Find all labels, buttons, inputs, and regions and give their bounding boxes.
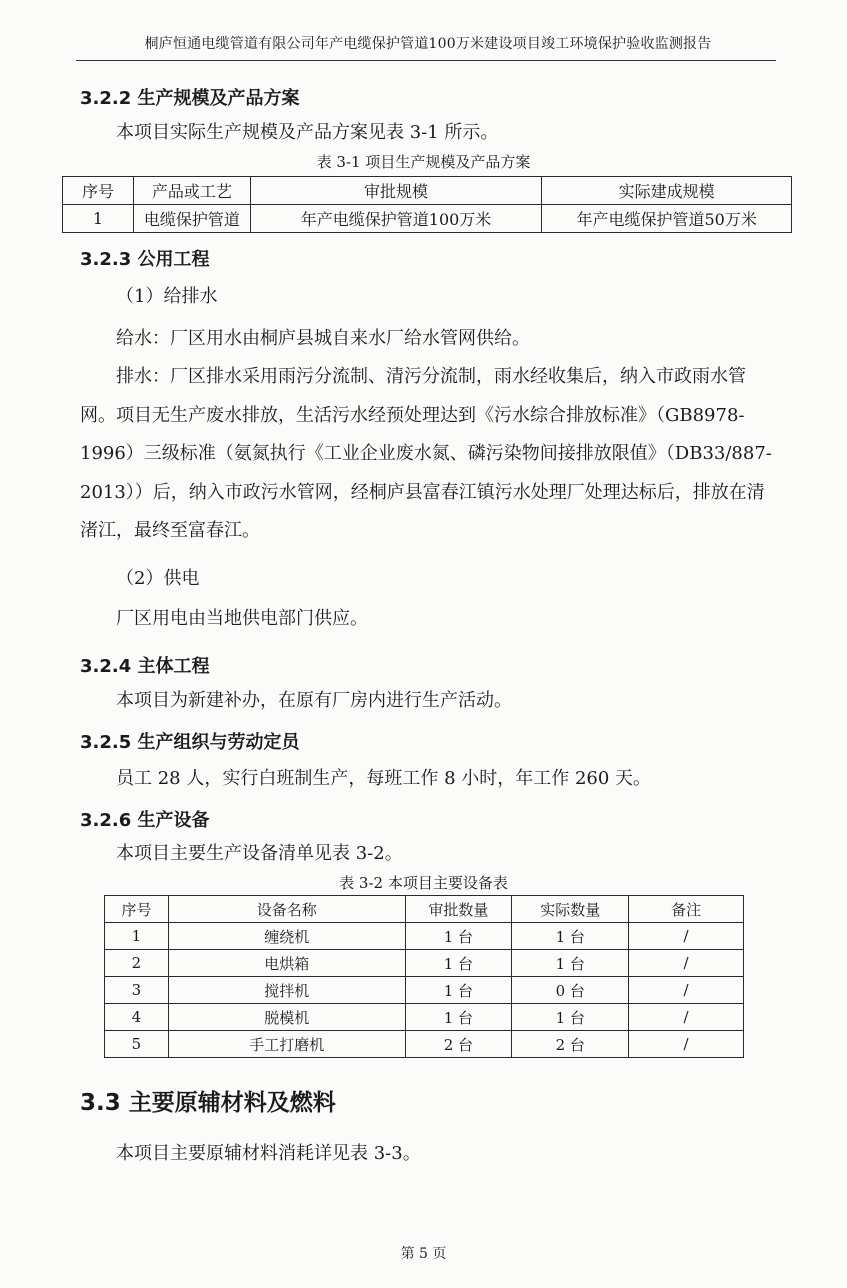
table-cell: / — [629, 950, 744, 977]
table-cell: 5 — [105, 1031, 169, 1058]
table-header-cell: 实际建成规模 — [542, 177, 792, 205]
table-header-cell: 备注 — [629, 896, 744, 923]
item-power: （2）供电 — [116, 568, 200, 589]
table-cell: / — [629, 923, 744, 950]
section-heading-3-2-3: 3.2.3 公用工程 — [80, 249, 210, 270]
table-cell: 0 台 — [512, 977, 629, 1004]
table-row — [105, 977, 744, 1004]
table-row — [105, 923, 744, 950]
section-text-3-2-6: 本项目主要生产设备清单见表 3-2。 — [116, 843, 403, 864]
table-cell: 4 — [105, 1004, 169, 1031]
water-supply-text: 给水：厂区用水由桐庐县城自来水厂给水管网供给。 — [116, 328, 530, 349]
table-header-cell: 实际数量 — [512, 896, 629, 923]
power-text: 厂区用电由当地供电部门供应。 — [116, 608, 368, 629]
section-heading-3-2-2: 3.2.2 生产规模及产品方案 — [80, 88, 300, 109]
section-text-3-2-2: 本项目实际生产规模及产品方案见表 3-1 所示。 — [116, 122, 499, 143]
table-row — [105, 1031, 744, 1058]
table-row — [105, 950, 744, 977]
section-text-3-2-4: 本项目为新建补办，在原有厂房内进行生产活动。 — [116, 690, 512, 711]
table-cell: 2 台 — [512, 1031, 629, 1058]
table-cell: 1 台 — [405, 950, 512, 977]
table-cell: / — [629, 977, 744, 1004]
table-header-cell: 产品或工艺 — [133, 177, 250, 205]
table-row — [105, 1004, 744, 1031]
table-cell: 年产电缆保护管道50万米 — [542, 205, 792, 233]
table-cell: 缠绕机 — [168, 923, 405, 950]
table-header-row — [63, 177, 792, 205]
table-3-2-caption: 表 3-2 本项目主要设备表 — [339, 874, 508, 892]
table-header-row — [105, 896, 744, 923]
page-number: 第 5 页 — [400, 1246, 447, 1262]
table-cell: 1 台 — [405, 1004, 512, 1031]
table-3-1-caption: 表 3-1 项目生产规模及产品方案 — [316, 153, 531, 171]
table-header-cell: 审批规模 — [250, 177, 542, 205]
table-header-cell: 序号 — [105, 896, 169, 923]
table-header-cell: 审批数量 — [405, 896, 512, 923]
table-cell: 年产电缆保护管道100万米 — [250, 205, 542, 233]
header-divider — [76, 60, 776, 61]
table-row — [63, 205, 792, 233]
table-header-cell: 设备名称 — [168, 896, 405, 923]
table-cell: 2 台 — [405, 1031, 512, 1058]
table-cell: 电烘箱 — [168, 950, 405, 977]
table-cell: 1 台 — [512, 923, 629, 950]
table-cell: 搅拌机 — [168, 977, 405, 1004]
table-cell: 电缆保护管道 — [133, 205, 250, 233]
section-heading-3-2-6: 3.2.6 生产设备 — [80, 810, 210, 831]
section-heading-3-2-4: 3.2.4 主体工程 — [80, 656, 210, 677]
table-3-1 — [62, 176, 792, 233]
table-cell: 手工打磨机 — [168, 1031, 405, 1058]
table-cell: 1 — [105, 923, 169, 950]
table-cell: 1 台 — [512, 1004, 629, 1031]
table-cell: 2 — [105, 950, 169, 977]
table-cell: 1 台 — [405, 923, 512, 950]
table-cell: 3 — [105, 977, 169, 1004]
section-heading-3-2-5: 3.2.5 生产组织与劳动定员 — [80, 732, 300, 753]
table-cell: 1 台 — [405, 977, 512, 1004]
table-cell: / — [629, 1004, 744, 1031]
table-cell: 1 — [63, 205, 134, 233]
table-cell: 脱模机 — [168, 1004, 405, 1031]
section-heading-3-3: 3.3 主要原辅材料及燃料 — [80, 1090, 336, 1116]
item-water: （1）给排水 — [116, 286, 218, 307]
section-text-3-3: 本项目主要原辅材料消耗详见表 3-3。 — [116, 1143, 421, 1164]
table-3-2 — [104, 895, 744, 1058]
table-cell: / — [629, 1031, 744, 1058]
drainage-text: 排水：厂区排水采用雨污分流制、清污分流制，雨水经收集后，纳入市政雨水管网。项目无生产废水排放，生活污水经预处理达到《污水综合排放标准》（GB8978-1996）三级标准（氨氮执行《工业企业废水氮、磷污染物间接排放限值》（DB33/887-2013））后，纳入市政污水管网，经桐庐县富春江镇污水处理厂处理达标后，排放在清渚江，最终至富春江。 — [80, 366, 772, 541]
section-text-3-2-5: 员工 28 人，实行白班制生产，每班工作 8 小时，年工作 260 天。 — [116, 768, 652, 789]
table-header-cell: 序号 — [63, 177, 134, 205]
table-cell: 1 台 — [512, 950, 629, 977]
page-header: 桐庐恒通电缆管道有限公司年产电缆保护管道100万米建设项目竣工环境保护验收监测报告 — [144, 36, 712, 52]
